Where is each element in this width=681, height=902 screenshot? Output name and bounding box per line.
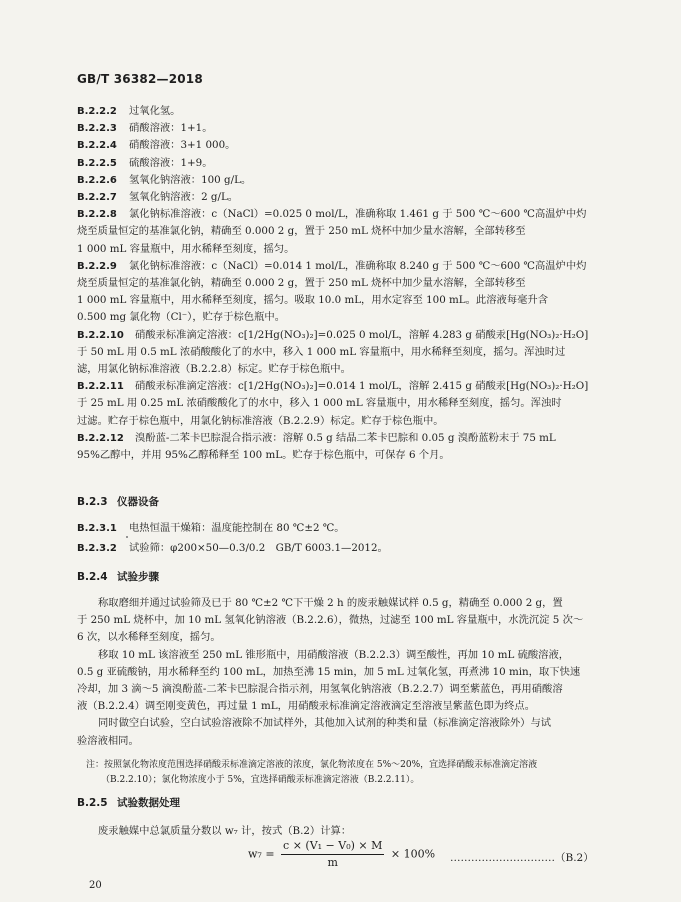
clause-text: 移取 10 mL 该溶液至 250 mL 锥形瓶中，用硝酸溶液（B.2.2.3）调至酸性，再加 10 mL 硫酸溶液， [98, 648, 570, 661]
clause-text: 于 25 mL 用 0.25 mL 浓硝酸酸化了的水中，移入 1 000 mL 容量瓶中，用水稀释至刻度，摇匀。浑浊时 [77, 397, 562, 410]
clause-text: 氢氧化钠溶液：2 g/L。 [129, 191, 239, 203]
clause-text: 液（B.2.2.4）调至刚变黄色，再过量 1 mL，用硝酸汞标准滴定溶液滴定至溶液呈紫蓝色即为终点。 [77, 700, 536, 713]
clause-text: （B.2.2.10）；氯化物浓度小于 5%，宜选择硝酸汞标准滴定溶液（B.2.2.11）。 [101, 775, 420, 785]
clause-text: 硫酸溶液：1+9。 [129, 156, 213, 169]
clause-number: B.2.2.9 [77, 260, 117, 272]
note-line [101, 773, 419, 787]
clause-B-2-2-4 [77, 138, 235, 153]
clause-text: 1 000 mL 容量瓶中，用水稀释至刻度，摇匀。 [77, 242, 295, 255]
clause-text: 同时做空白试验，空白试验溶液除不加试样外，其他加入试剂的种类和量（标准滴定溶液除外）与试 [98, 717, 552, 730]
clause-text: 0.5 g 亚硫酸钠，用水稀释至约 100 mL，加热至沸 15 min，加 5 mL 过氧化氢，再煮沸 10 min，取下快速 [77, 665, 581, 678]
clause-text: 过滤。贮存于棕色瓶中，用氯化钠标准溶液（B.2.2.9）标定。贮存于棕色瓶中。 [77, 414, 444, 427]
clause-B-2-2-3 [77, 121, 213, 136]
clause-number: B.2.2.2 [77, 106, 117, 117]
clause-number: B.2.2.12 [77, 432, 124, 444]
clause-B-2-2-10 [77, 328, 588, 343]
section-number: B.2.5 [77, 797, 108, 809]
clause-text: 95%乙醇中，并用 95%乙醇稀释至 100 mL。贮存于棕色瓶中，可保存 6 个月。 [77, 449, 450, 461]
procedure-paragraph-line [77, 613, 583, 627]
procedure-paragraph-line [98, 596, 563, 610]
clause-B-2-2-7 [77, 190, 238, 205]
clause-B-2-3-2 [77, 541, 388, 556]
heading-data-processing [77, 796, 180, 810]
clause-continuation [77, 242, 294, 256]
clause-text: 硝酸溶液：1+1。 [129, 122, 213, 135]
formula-rhs: × 100% [390, 847, 436, 861]
clause-number: B.2.3.1 [77, 523, 117, 534]
clause-B-2-2-6 [77, 173, 251, 188]
clause-text: 溴酚蓝-二苯卡巴腙混合指示液：溶解 0.5 g 结晶二苯卡巴腙和 0.05 g 溴酚蓝粉末于 75 mL [135, 431, 556, 444]
clause-B-2-2-11 [77, 379, 588, 394]
clause-B-2-2-12 [77, 431, 556, 446]
clause-number: B.2.3.2 [77, 543, 117, 554]
formula-numerator: c × (V₁ − V₀) × M [281, 838, 384, 855]
clause-number: B.2.2.8 [77, 209, 117, 221]
note-line [86, 758, 537, 772]
clause-B-2-3-1 [77, 521, 345, 536]
clause-B-2-2-9 [77, 259, 586, 274]
procedure-paragraph-line [77, 630, 221, 644]
clause-continuation [77, 276, 526, 290]
clause-text: 烧至质量恒定的基准氯化钠，精确至 0.000 2 g，置于 250 mL 烧杯中加少量水溶解，全部转移至 [77, 225, 526, 238]
section-number: B.2.3 [77, 496, 108, 508]
calc-intro [98, 824, 351, 838]
formula-fraction [281, 838, 384, 871]
clause-text: 氢氧化钠溶液：100 g/L。 [129, 173, 252, 186]
clause-text: 于 250 mL 烧杯中，加 10 mL 氢氧化钠溶液（B.2.2.6），微热，过滤至 100 mL 容量瓶中，水洗沉淀 5 次～ [77, 614, 584, 627]
clause-continuation [77, 310, 285, 324]
standard-number: GB/T 36382—2018 [77, 72, 203, 86]
procedure-paragraph-line [77, 699, 535, 713]
section-number: B.2.4 [77, 571, 108, 583]
procedure-paragraph-line [98, 716, 551, 730]
clause-number: B.2.2.10 [77, 329, 124, 341]
clause-text: 硝酸溶液：3+1 000。 [129, 139, 236, 152]
procedure-paragraph-line [98, 648, 569, 662]
clause-continuation [77, 345, 565, 359]
clause-text: 氯化钠标准溶液：c（NaCl）=0.025 0 mol/L，准确称取 1.461 g 于 500 ℃～600 ℃高温炉中灼 [129, 208, 587, 221]
clause-continuation [77, 362, 351, 376]
formula-lhs: w₇ = [248, 847, 275, 861]
clause-number: B.2.2.11 [77, 381, 124, 393]
section-title: 仪器设备 [117, 496, 159, 508]
clause-text: 滤，用氯化钠标准溶液（B.2.2.8）标定。贮存于棕色瓶中。 [77, 363, 351, 375]
clause-text: 6 次，以水稀释至刻度，摇匀。 [77, 631, 221, 644]
clause-text: 废汞触媒中总氯质量分数以 w₇ 计，按式（B.2）计算： [98, 825, 352, 837]
clause-continuation [77, 396, 562, 410]
clause-text: 于 50 mL 用 0.5 mL 浓硝酸酸化了的水中，移入 1 000 mL 容量瓶中，用水稀释至刻度，摇匀。浑浊时过 [77, 345, 566, 358]
clause-number: B.2.2.7 [77, 192, 117, 203]
formula-label: …………………………（B.2） [450, 852, 594, 864]
clause-text: 硝酸汞标准滴定溶液：c[1/2Hg(NO₃)₂]=0.025 0 mol/L，溶解 4.283 g 硝酸汞[Hg(NO₃)₂·H₂O] [135, 328, 589, 341]
clause-text: 称取磨细并通过试验筛及已于 80 ℃±2 ℃下干燥 2 h 的废汞触媒试样 0.5 g，精确至 0.000 2 g，置 [98, 597, 563, 609]
clause-continuation [77, 448, 450, 462]
clause-text: 注：按照氯化物浓度范围选择硝酸汞标准滴定溶液的浓度，氯化物浓度在 5%～20%，宜选择硝酸汞标准滴定溶液 [86, 760, 538, 770]
clause-continuation [77, 293, 548, 307]
clause-text: 试验筛：φ200×50—0.3/0.2 GB/T 6003.1—2012。 [129, 542, 388, 554]
page-number: 20 [89, 880, 102, 891]
clause-text: 1 000 mL 容量瓶中，用水稀释至刻度，摇匀。吸取 10.0 mL，用水定容至 100 mL。此溶液每毫升含 [77, 294, 549, 307]
clause-text: 硝酸汞标准滴定溶液：c[1/2Hg(NO₃)₂]=0.014 1 mol/L，溶解 2.415 g 硝酸汞[Hg(NO₃)₂·H₂O] [135, 380, 589, 393]
section-title: 试验步骤 [117, 571, 159, 583]
clause-text: 氯化钠标准溶液：c（NaCl）=0.014 1 mol/L，准确称取 8.240 g 于 500 ℃～600 ℃高温炉中灼 [129, 259, 587, 272]
clause-text: 电热恒温干燥箱：温度能控制在 80 ℃±2 ℃。 [129, 522, 345, 534]
scan-speck [126, 536, 128, 538]
clause-text: 验溶液相同。 [77, 734, 139, 747]
heading-equipment [77, 495, 159, 509]
section-title: 试验数据处理 [117, 797, 180, 809]
clause-number: B.2.2.3 [77, 123, 117, 135]
clause-continuation [77, 224, 526, 238]
clause-number: B.2.2.5 [77, 157, 117, 169]
clause-number: B.2.2.4 [77, 140, 117, 152]
clause-text: 烧至质量恒定的基准氯化钠，精确至 0.000 2 g，置于 250 mL 烧杯中加少量水溶解，全部转移至 [77, 277, 526, 289]
clause-text: 过氧化氢。 [129, 105, 181, 117]
procedure-paragraph-line [77, 734, 139, 748]
procedure-paragraph-line [77, 665, 580, 679]
clause-B-2-2-2 [77, 104, 180, 119]
clause-text: 冷却，加 3 滴～5 滴溴酚蓝-二苯卡巴腙混合指示剂，用氢氧化钠溶液（B.2.2.7）调至紫蓝色，再用硝酸溶 [77, 683, 563, 695]
clause-B-2-2-8 [77, 207, 586, 222]
clause-continuation [77, 414, 444, 428]
clause-number: B.2.2.6 [77, 174, 117, 186]
formula-denominator: m [327, 856, 338, 869]
procedure-paragraph-line [77, 682, 563, 696]
clause-B-2-2-5 [77, 156, 213, 171]
clause-text: 0.500 mg 氯化物（Cl⁻），贮存于棕色瓶中。 [77, 311, 285, 324]
heading-procedure [77, 570, 159, 584]
formula-b2 [248, 838, 435, 871]
